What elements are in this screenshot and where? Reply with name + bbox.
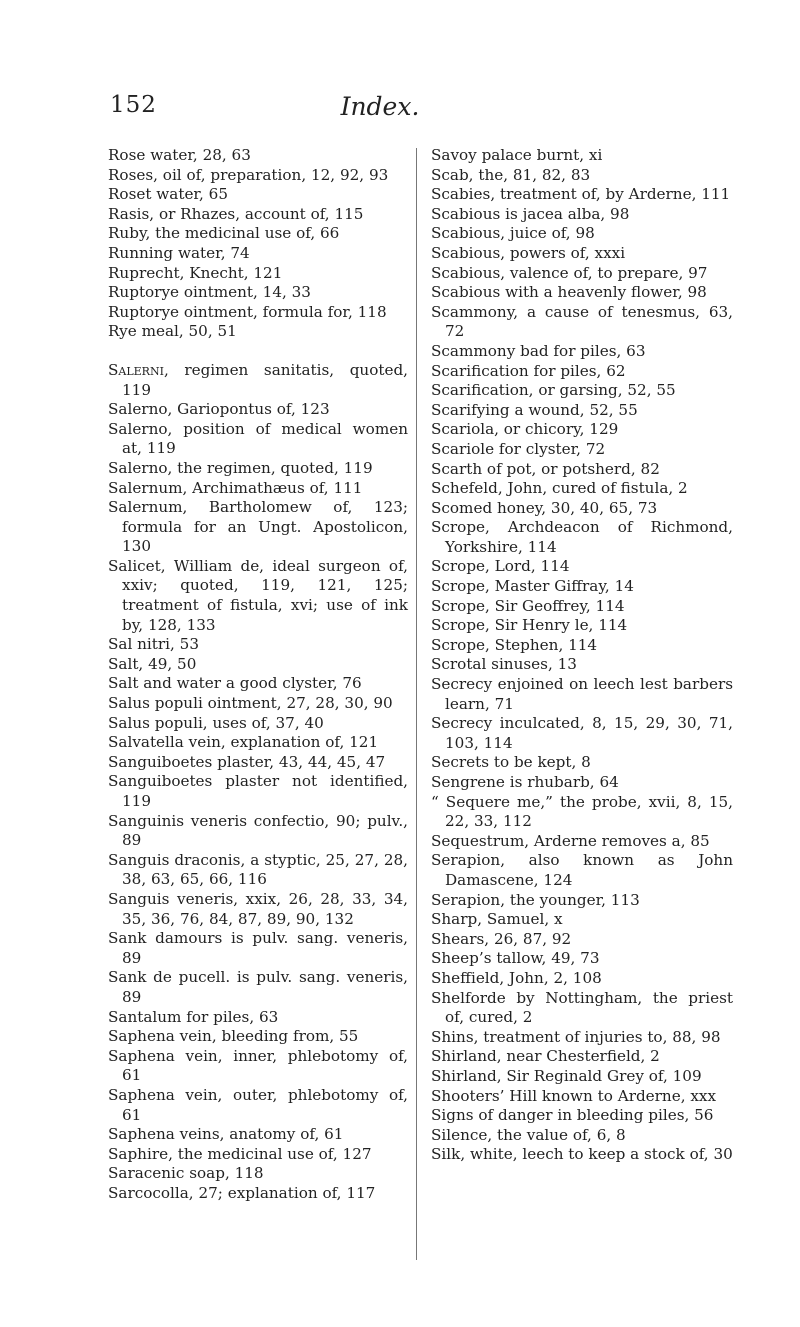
index-entry bbox=[431, 793, 733, 832]
index-entry-text: Ruptorye ointment, 14, 33 bbox=[108, 283, 311, 302]
index-entry bbox=[108, 733, 408, 753]
index-column-right bbox=[431, 146, 733, 1165]
index-entry-text: Saphire, the medicinal use of, 127 bbox=[108, 1144, 372, 1163]
index-entry bbox=[108, 557, 408, 635]
index-entry-text: Rose water, 28, 63 bbox=[108, 146, 251, 164]
index-entry-text: Salerno, position of medical women at, 119 bbox=[108, 419, 408, 458]
index-entry bbox=[108, 674, 408, 694]
index-entry bbox=[431, 636, 733, 656]
index-entry bbox=[108, 185, 408, 205]
index-entry bbox=[108, 498, 408, 557]
index-entry bbox=[108, 479, 408, 499]
index-entry-text: Sanguiboetes plaster, 43, 44, 45, 47 bbox=[108, 752, 386, 771]
index-entry bbox=[431, 1067, 733, 1087]
index-entry-text: Scrope, Master Giffray, 14 bbox=[431, 577, 634, 596]
index-entry-text: Ruprecht, Knecht, 121 bbox=[108, 263, 283, 282]
index-entry-lead: Salerni bbox=[108, 360, 164, 379]
page-header bbox=[110, 92, 650, 128]
index-entry-text: Scomed honey, 30, 40, 65, 73 bbox=[431, 498, 658, 517]
index-entry-text: Sharp, Samuel, x bbox=[431, 910, 563, 929]
index-entry-text: Salerno, Gariopontus of, 123 bbox=[108, 400, 330, 419]
index-entry bbox=[431, 479, 733, 499]
index-entry-text: Scrope, Sir Henry le, 114 bbox=[431, 616, 628, 635]
index-entry-text: Sal nitri, 53 bbox=[108, 635, 199, 654]
index-entry-text: Scab, the, 81, 82, 83 bbox=[431, 165, 591, 184]
index-entry-text: Secrets to be kept, 8 bbox=[431, 753, 591, 772]
index-entry bbox=[431, 655, 733, 675]
index-entry-text: Shelforde by Nottingham, the priest of, cured, 2 bbox=[431, 988, 733, 1027]
index-entry-text: Sequestrum, Arderne removes a, 85 bbox=[431, 831, 710, 850]
index-entry-text: Scarification, or garsing, 52, 55 bbox=[431, 381, 676, 400]
index-entry bbox=[431, 851, 733, 890]
index-entry-text: Salicet, William de, ideal surgeon of, xxiv; quoted, 119, 121, 125; treatment of fistula, xvi; use of ink by, 128, 133 bbox=[108, 556, 408, 634]
index-entry bbox=[431, 714, 733, 753]
index-entry bbox=[431, 597, 733, 617]
index-entry-text: Salt and water a good clyster, 76 bbox=[108, 674, 362, 693]
index-entry-text: Scarifying a wound, 52, 55 bbox=[431, 400, 638, 419]
index-entry-text: Signs of danger in bleeding piles, 56 bbox=[431, 1106, 714, 1125]
index-entry bbox=[108, 1184, 408, 1204]
index-entry-text: Rasis, or Rhazes, account of, 115 bbox=[108, 204, 364, 223]
index-entry-text: Sanguiboetes plaster not identified, 119 bbox=[108, 772, 408, 810]
index-entry bbox=[431, 989, 733, 1028]
index-entry bbox=[108, 655, 408, 675]
index-entry-text: Ruptorye ointment, formula for, 118 bbox=[108, 302, 387, 321]
index-entry-text: Salvatella vein, explanation of, 121 bbox=[108, 733, 379, 752]
index-entry bbox=[431, 616, 733, 636]
index-entry bbox=[108, 772, 408, 811]
index-entry-text: Scabious, valence of, to prepare, 97 bbox=[431, 263, 708, 282]
index-entry-text: Saphena vein, bleeding from, 55 bbox=[108, 1027, 359, 1046]
column-divider bbox=[416, 148, 417, 1260]
index-entry-text: Scammony, a cause of tenesmus, 63, 72 bbox=[431, 302, 733, 341]
index-entry-text: Serapion, the younger, 113 bbox=[431, 890, 640, 909]
index-entry-text: Rye meal, 50, 51 bbox=[108, 322, 237, 341]
index-entry-text: Shears, 26, 87, 92 bbox=[431, 929, 572, 948]
index-entry bbox=[431, 303, 733, 342]
index-entry-text: Salus populi ointment, 27, 28, 30, 90 bbox=[108, 694, 393, 713]
index-entry-text: Secrecy enjoined on leech lest barbers learn, 71 bbox=[431, 675, 733, 713]
index-entry-text: Sanguis draconis, a styptic, 25, 27, 28, 38, 63, 65, 66, 116 bbox=[108, 850, 408, 889]
index-entry-text: Scabious, juice of, 98 bbox=[431, 224, 595, 243]
index-entry bbox=[431, 969, 733, 989]
index-entry bbox=[431, 499, 733, 519]
index-entry-text: Santalum for piles, 63 bbox=[108, 1007, 279, 1026]
index-entry bbox=[431, 1106, 733, 1126]
index-entry bbox=[108, 303, 408, 323]
index-entry bbox=[431, 440, 733, 460]
index-entry-text: Salernum, Bartholomew of, 123; formula for an Ungt. Apostolicon, 130 bbox=[108, 498, 408, 556]
index-entry bbox=[431, 146, 733, 166]
index-entry-text: Sheffield, John, 2, 108 bbox=[431, 968, 602, 987]
index-entry-text: Scariole for clyster, 72 bbox=[431, 439, 606, 458]
index-entry bbox=[431, 557, 733, 577]
index-entry bbox=[431, 949, 733, 969]
index-entry-text: Saracenic soap, 118 bbox=[108, 1164, 264, 1183]
index-entry bbox=[431, 832, 733, 852]
index-entry-text: Shins, treatment of injuries to, 88, 98 bbox=[431, 1027, 721, 1046]
index-entry-text: Salus populi, uses of, 37, 40 bbox=[108, 713, 324, 732]
index-entry-text: Saphena veins, anatomy of, 61 bbox=[108, 1125, 344, 1144]
index-entry-text: Sengrene is rhubarb, 64 bbox=[431, 773, 619, 791]
index-entry-text: Roset water, 65 bbox=[108, 185, 229, 204]
index-entry bbox=[431, 577, 733, 597]
index-entry-text: Savoy palace burnt, xi bbox=[431, 146, 603, 164]
index-entry bbox=[108, 264, 408, 284]
index-entry-text: Running water, 74 bbox=[108, 243, 250, 262]
index-entry bbox=[108, 812, 408, 851]
index-entry-text: , regimen sanitatis, quoted, 119 bbox=[122, 360, 408, 399]
index-entry bbox=[431, 1126, 733, 1146]
index-entry bbox=[108, 205, 408, 225]
index-entry bbox=[108, 420, 408, 459]
index-entry bbox=[108, 1125, 408, 1145]
index-entry bbox=[431, 930, 733, 950]
index-entry bbox=[431, 460, 733, 480]
page-number: 152 bbox=[110, 92, 157, 118]
index-entry bbox=[431, 1087, 733, 1107]
index-entry bbox=[108, 146, 408, 166]
index-entry-text: Scabious, powers of, xxxi bbox=[431, 243, 626, 262]
index-entry-text: Sank damours is pulv. sang. veneris, 89 bbox=[108, 929, 408, 967]
index-entry-text: Scrope, Sir Geoffrey, 114 bbox=[431, 596, 625, 615]
index-entry-text: Scabies, treatment of, by Arderne, 111 bbox=[431, 185, 731, 204]
index-entry-text: Silk, white, leech to keep a stock of, 30 bbox=[431, 1145, 733, 1164]
index-entry bbox=[431, 205, 733, 225]
index-entry bbox=[108, 929, 408, 968]
index-entry bbox=[431, 891, 733, 911]
index-entry bbox=[431, 753, 733, 773]
index-entry-text: Saphena vein, inner, phlebotomy of, 61 bbox=[108, 1046, 408, 1085]
index-entry-text: Sarcocolla, 27; explanation of, 117 bbox=[108, 1183, 376, 1202]
running-title: Index. bbox=[340, 92, 420, 121]
index-entry bbox=[431, 1145, 733, 1165]
index-entry bbox=[431, 342, 733, 362]
index-entry bbox=[431, 264, 733, 284]
index-entry bbox=[108, 361, 408, 400]
index-entry bbox=[108, 753, 408, 773]
index-entry bbox=[431, 283, 733, 303]
index-entry bbox=[108, 1008, 408, 1028]
index-entry-text: Sanguinis veneris confectio, 90; pulv., 89 bbox=[108, 811, 408, 850]
index-entry-text: Scrope, Lord, 114 bbox=[431, 557, 570, 576]
index-entry-text: Shirland, near Chesterfield, 2 bbox=[431, 1047, 660, 1066]
index-entry bbox=[431, 381, 733, 401]
index-entry bbox=[431, 518, 733, 557]
index-entry bbox=[108, 635, 408, 655]
index-entry-text: Scrope, Archdeacon of Richmond, Yorkshire, 114 bbox=[431, 518, 733, 556]
index-entry bbox=[431, 1028, 733, 1048]
index-entry bbox=[108, 1145, 408, 1165]
index-entry-text: “ Sequere me,” the probe, xvii, 8, 15, 22, 33, 112 bbox=[431, 792, 733, 831]
index-entry-text: Serapion, also known as John Damascene, 124 bbox=[431, 851, 733, 889]
index-entry bbox=[108, 694, 408, 714]
index-entry-text: Shirland, Sir Reginald Grey of, 109 bbox=[431, 1066, 702, 1085]
index-entry-text: Salerno, the regimen, quoted, 119 bbox=[108, 458, 373, 477]
index-entry bbox=[431, 166, 733, 186]
index-entry-text: Scrope, Stephen, 114 bbox=[431, 635, 598, 654]
index-entry bbox=[431, 773, 733, 793]
index-entry bbox=[431, 185, 733, 205]
index-entry-text: Sanguis veneris, xxix, 26, 28, 33, 34, 35, 36, 76, 84, 87, 89, 90, 132 bbox=[108, 889, 408, 928]
index-entry bbox=[108, 1027, 408, 1047]
index-entry-text: Salernum, Archimathæus of, 111 bbox=[108, 478, 363, 497]
index-entry-text: Schefeld, John, cured of fistula, 2 bbox=[431, 479, 688, 498]
index-entry-text: Shooters’ Hill known to Arderne, xxx bbox=[431, 1086, 717, 1105]
index-entry bbox=[108, 1086, 408, 1125]
index-entry-text: Scarification for piles, 62 bbox=[431, 361, 626, 380]
index-entry bbox=[431, 401, 733, 421]
index-entry bbox=[108, 890, 408, 929]
index-entry bbox=[108, 322, 408, 342]
index-entry-text: Scabious with a heavenly flower, 98 bbox=[431, 283, 707, 302]
index-entry bbox=[108, 851, 408, 890]
index-entry bbox=[431, 362, 733, 382]
index-entry-text: Secrecy inculcated, 8, 15, 29, 30, 71, 103, 114 bbox=[431, 714, 733, 752]
index-entry bbox=[108, 714, 408, 734]
index-entry-text: Saphena vein, outer, phlebotomy of, 61 bbox=[108, 1085, 408, 1124]
index-entry bbox=[431, 910, 733, 930]
index-entry bbox=[108, 224, 408, 244]
index-entry-text: Scammony bad for piles, 63 bbox=[431, 341, 646, 360]
index-entry-text: Scariola, or chicory, 129 bbox=[431, 420, 619, 439]
index-entry bbox=[431, 224, 733, 244]
index-entry bbox=[108, 400, 408, 420]
index-entry bbox=[431, 675, 733, 714]
index-entry-text: Sheep’s tallow, 49, 73 bbox=[431, 949, 600, 968]
index-entry bbox=[108, 1164, 408, 1184]
index-entry bbox=[431, 244, 733, 264]
index-entry bbox=[108, 244, 408, 264]
index-entry-text: Scabious is jacea alba, 98 bbox=[431, 204, 630, 223]
index-entry-text: Sank de pucell. is pulv. sang. veneris, 89 bbox=[108, 968, 408, 1006]
index-entry bbox=[108, 283, 408, 303]
index-entry-text: Roses, oil of, preparation, 12, 92, 93 bbox=[108, 165, 389, 184]
index-entry bbox=[108, 459, 408, 479]
index-entry bbox=[108, 968, 408, 1007]
index-entry-text: Ruby, the medicinal use of, 66 bbox=[108, 224, 340, 243]
index-column-left bbox=[108, 146, 408, 1203]
index-entry-text: Scarth of pot, or potsherd, 82 bbox=[431, 459, 660, 478]
index-entry-text: Salt, 49, 50 bbox=[108, 654, 197, 673]
index-entry bbox=[431, 1047, 733, 1067]
index-entry bbox=[108, 166, 408, 186]
index-entry-text: Silence, the value of, 6, 8 bbox=[431, 1125, 626, 1144]
index-entry-text: Scrotal sinuses, 13 bbox=[431, 655, 577, 674]
index-entry bbox=[431, 420, 733, 440]
index-entry bbox=[108, 1047, 408, 1086]
